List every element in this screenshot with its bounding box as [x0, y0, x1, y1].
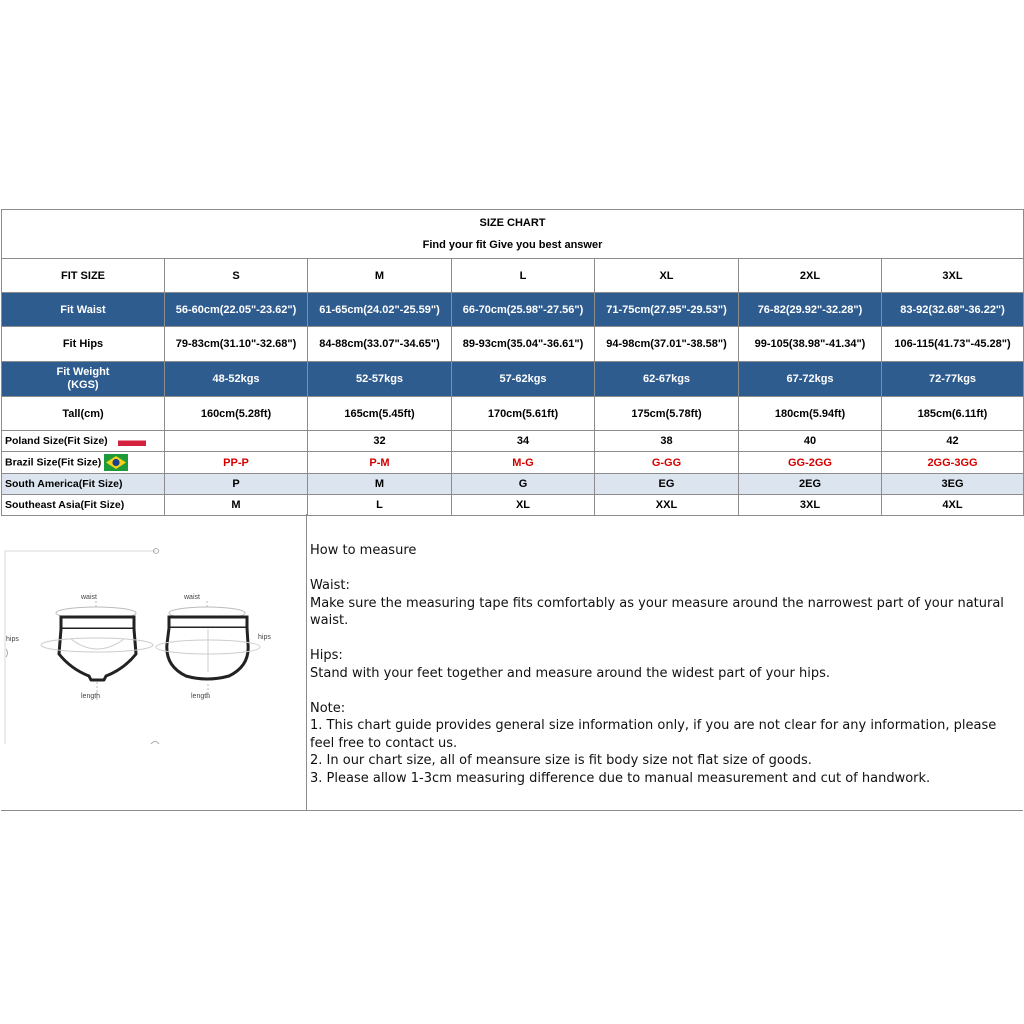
table-cell: 94-98cm(37.01"-38.58")	[595, 327, 739, 362]
poland-label: Poland Size(Fit Size)	[5, 435, 108, 447]
table-cell: 185cm(6.11ft)	[882, 397, 1024, 431]
table-cell: G-GG	[595, 452, 739, 474]
brazil-row	[2, 452, 1024, 474]
table-cell: 42	[882, 431, 1024, 452]
table-cell: 83-92(32.68"-36.22")	[882, 293, 1024, 327]
table-cell: 3EG	[882, 474, 1024, 495]
size-chart-sheet	[0, 209, 1024, 813]
table-cell: XL	[452, 495, 595, 516]
back-hips-label: hips	[258, 634, 271, 641]
front-length-label: length	[81, 693, 101, 700]
table-cell: 79-83cm(31.10"-32.68")	[165, 327, 308, 362]
back-length-label: length	[191, 693, 211, 700]
table-cell: G	[452, 474, 595, 495]
weight-label-line2: (KGS)	[67, 379, 99, 391]
size-header: M	[308, 259, 452, 293]
table-cell: 99-105(38.98"-41.34")	[739, 327, 882, 362]
row-label-poland	[2, 431, 165, 452]
table-cell: L	[308, 495, 452, 516]
waist-row	[2, 293, 1024, 327]
back-brief-diagram	[156, 594, 271, 700]
front-waist-label: waist	[81, 594, 97, 601]
header-row	[2, 259, 1024, 293]
row-label-weight	[2, 362, 165, 397]
row-label-waist: Fit Waist	[2, 293, 165, 327]
row-label-tall: Tall(cm)	[2, 397, 165, 431]
row-label-south-america: South America(Fit Size)	[2, 474, 165, 495]
table-cell: 56-60cm(22.05"-23.62")	[165, 293, 308, 327]
table-cell: M	[308, 474, 452, 495]
size-header: 3XL	[882, 259, 1024, 293]
waist-title: Waist:	[310, 578, 350, 593]
southeast-asia-row	[2, 495, 1024, 516]
hips-row	[2, 327, 1024, 362]
table-cell: 61-65cm(24.02"-25.59")	[308, 293, 452, 327]
size-header: L	[452, 259, 595, 293]
table-cell: 84-88cm(33.07"-34.65")	[308, 327, 452, 362]
table-cell: GG-2GG	[739, 452, 882, 474]
table-cell: M-G	[452, 452, 595, 474]
table-cell: 62-67kgs	[595, 362, 739, 397]
table-cell: 67-72kgs	[739, 362, 882, 397]
underwear-measure-diagram	[1, 514, 306, 811]
poland-flag-icon	[118, 437, 146, 446]
tall-row	[2, 397, 1024, 431]
waist-text: Make sure the measuring tape fits comfortably as your measure around the narrowest part of your natural waist.	[310, 595, 1004, 628]
table-cell: 34	[452, 431, 595, 452]
front-hips-label: hips	[6, 636, 19, 643]
brazil-flag-icon	[104, 454, 128, 471]
table-cell: 40	[739, 431, 882, 452]
table-cell: 38	[595, 431, 739, 452]
table-cell: 52-57kgs	[308, 362, 452, 397]
back-waist-label: waist	[184, 594, 200, 601]
table-cell: M	[165, 495, 308, 516]
table-cell: 57-62kgs	[452, 362, 595, 397]
table-cell: 71-75cm(27.95"-29.53")	[595, 293, 739, 327]
header-label: FIT SIZE	[2, 259, 165, 293]
size-header: S	[165, 259, 308, 293]
instructions-heading: How to measure	[310, 543, 417, 558]
table-cell: 66-70cm(25.98"-27.56")	[452, 293, 595, 327]
size-header: XL	[595, 259, 739, 293]
title-cell	[2, 210, 1024, 259]
table-cell: 165cm(5.45ft)	[308, 397, 452, 431]
table-cell: 32	[308, 431, 452, 452]
table-cell: 72-77kgs	[882, 362, 1024, 397]
table-cell: 106-115(41.73"-45.28")	[882, 327, 1024, 362]
hips-title: Hips:	[310, 648, 343, 663]
row-label-brazil	[2, 452, 165, 474]
chart-title: SIZE CHART	[479, 217, 546, 229]
table-cell: 160cm(5.28ft)	[165, 397, 308, 431]
table-cell: 3XL	[739, 495, 882, 516]
table-cell	[165, 431, 308, 452]
table-cell: EG	[595, 474, 739, 495]
table-cell: 180cm(5.94ft)	[739, 397, 882, 431]
front-brief-diagram	[6, 594, 153, 700]
note-title: Note:	[310, 700, 346, 716]
note-3: 3. Please allow 1-3cm measuring difference due to manual measurement and cut of handwork.	[310, 770, 931, 786]
south-america-row	[2, 474, 1024, 495]
size-header: 2XL	[739, 259, 882, 293]
weight-row	[2, 362, 1024, 397]
weight-label-line1: Fit Weight	[56, 366, 110, 378]
table-cell: 48-52kgs	[165, 362, 308, 397]
bottom-border	[1, 810, 1023, 811]
hips-text: Stand with your feet together and measure around the widest part of your hips.	[310, 665, 830, 681]
poland-row	[2, 431, 1024, 452]
table-cell: 89-93cm(35.04"-36.61")	[452, 327, 595, 362]
table-cell: PP-P	[165, 452, 308, 474]
measure-diagram-panel	[1, 514, 307, 811]
table-cell: P	[165, 474, 308, 495]
row-label-southeast-asia: Southeast Asia(Fit Size)	[2, 495, 165, 516]
table-cell: 76-82(29.92"-32.28")	[739, 293, 882, 327]
table-cell: 175cm(5.78ft)	[595, 397, 739, 431]
size-chart-table	[1, 209, 1024, 516]
table-cell: P-M	[308, 452, 452, 474]
table-cell: 170cm(5.61ft)	[452, 397, 595, 431]
table-cell: XXL	[595, 495, 739, 516]
measure-section	[1, 514, 1023, 811]
note-2: 2. In our chart size, all of meansure size is fit body size not flat size of goods.	[310, 753, 812, 768]
table-cell: 2EG	[739, 474, 882, 495]
measure-instructions	[310, 542, 1010, 787]
note-1: 1. This chart guide provides general size information only, if you are not clear for any information, please feel free to contact us.	[310, 718, 997, 751]
brazil-label: Brazil Size(Fit Size)	[5, 456, 102, 469]
table-cell: 2GG-3GG	[882, 452, 1024, 474]
table-cell: 4XL	[882, 495, 1024, 516]
row-label-hips: Fit Hips	[2, 327, 165, 362]
chart-subtitle: Find your fit Give you best answer	[422, 239, 603, 251]
